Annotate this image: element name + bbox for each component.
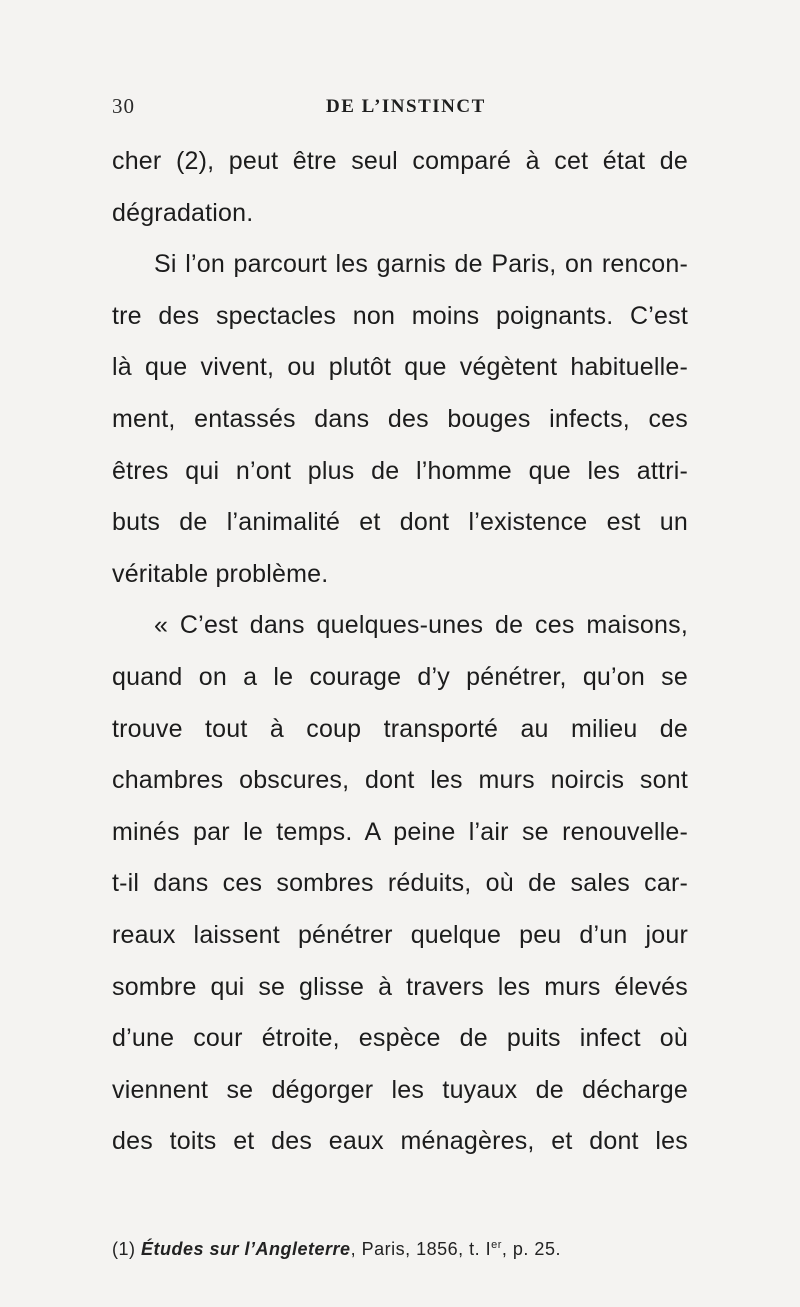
text-line: quand on a le courage d’y pénétrer, qu’on se — [112, 662, 688, 691]
footnote-text: , Paris, 1856, t. I — [350, 1239, 492, 1259]
text-line: buts de l’animalité et dont l’existence est un — [112, 508, 688, 537]
text-line: d’une cour étroite, espèce de puits infect où — [112, 1024, 688, 1053]
text-line: t-il dans ces sombres réduits, où de sales car- — [112, 869, 688, 898]
text-line: trouve tout à coup transporté au milieu de — [112, 714, 688, 743]
text-line: là que vivent, ou plutôt que végètent habituelle- — [112, 353, 688, 382]
footnote-superscript: er — [491, 1239, 502, 1251]
footnote-end: , p. 25. — [501, 1239, 561, 1259]
running-head — [112, 94, 688, 126]
footnote-title: Études sur l’Angleterre — [141, 1239, 351, 1259]
text-line: êtres qui n’ont plus de l’homme que les attri- — [112, 456, 688, 485]
text-line: ment, entassés dans des bouges infects, ces — [112, 404, 688, 433]
text-line: véritable problème. — [112, 559, 329, 588]
running-title: DE L’INSTINCT — [326, 96, 486, 117]
body-text — [112, 136, 688, 1168]
text-line: cher (2), peut être seul comparé à cet état de — [112, 147, 688, 175]
text-line: chambres obscures, dont les murs noircis sont — [112, 766, 688, 795]
text-line: tre des spectacles non moins poignants. C’est — [112, 301, 688, 330]
footnote-marker: (1) — [112, 1239, 136, 1259]
footnote — [112, 1236, 688, 1262]
text-line: « C’est dans quelques-unes de ces maisons, — [154, 611, 688, 640]
text-line: sombre qui se glisse à travers les murs élevés — [112, 972, 688, 1001]
text-line: viennent se dégorger les tuyaux de décharge — [112, 1075, 688, 1104]
page-number: 30 — [112, 94, 135, 118]
text-line: dégradation. — [112, 198, 254, 227]
text-line: Si l’on parcourt les garnis de Paris, on rencon- — [154, 250, 688, 279]
text-line: des toits et des eaux ménagères, et dont les — [112, 1127, 688, 1156]
text-line: reaux laissent pénétrer quelque peu d’un jour — [112, 920, 688, 949]
text-line: minés par le temps. A peine l’air se renouvelle- — [112, 817, 688, 846]
